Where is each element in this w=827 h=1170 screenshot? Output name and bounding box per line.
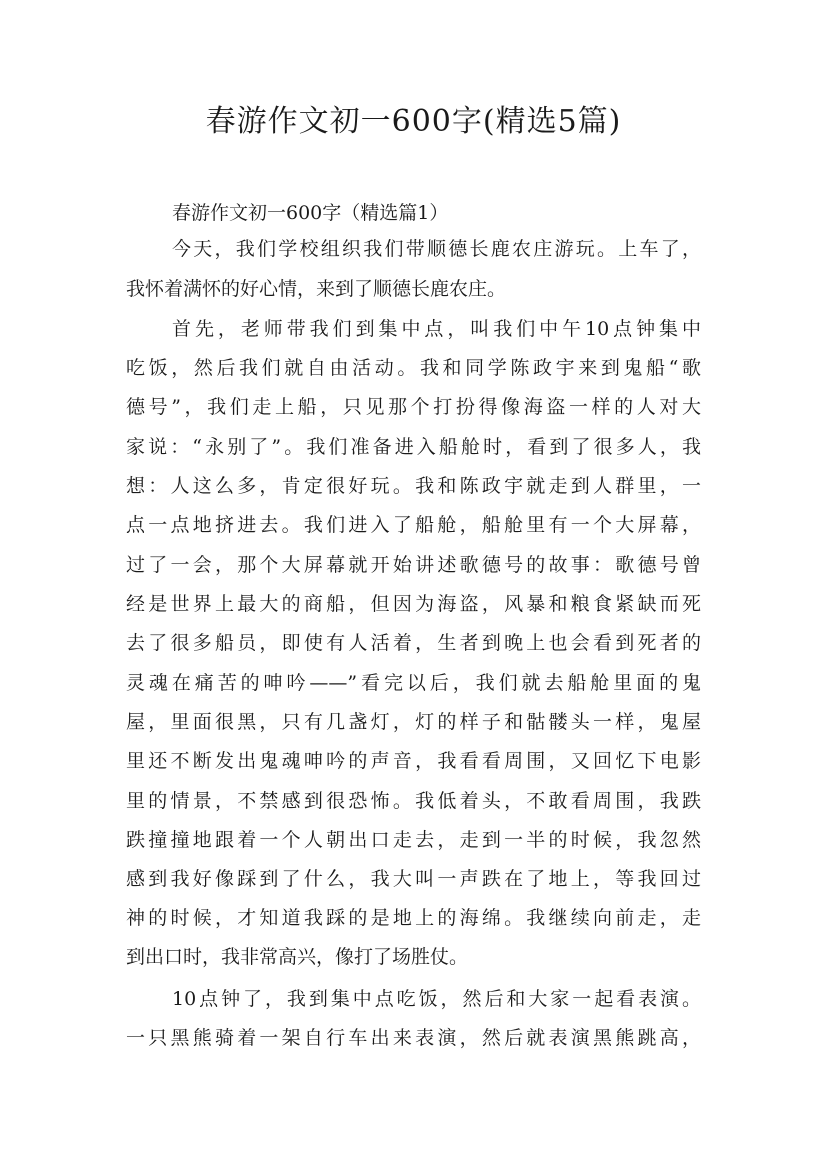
body-line: 首先，老师带我们到集中点，叫我们中午10点钟集中 xyxy=(172,318,701,340)
body-line: 经是世界上最大的商船，但因为海盗，风暴和粮食紧缺而死 xyxy=(126,593,701,615)
body-line: 屋，里面很黑，只有几盏灯，灯的样子和骷髅头一样，鬼屋 xyxy=(126,711,701,733)
body-line: 我怀着满怀的好心情，来到了顺德长鹿农庄。 xyxy=(126,278,507,300)
body-line: 吃饭，然后我们就自由活动。我和同学陈政宇来到鬼船“歌 xyxy=(126,357,701,379)
body-line: 里还不断发出鬼魂呻吟的声音，我看看周围，又回忆下电影 xyxy=(126,750,701,772)
body-line: 神的时候，才知道我踩的是地上的海绵。我继续向前走，走 xyxy=(126,907,701,929)
document-title: 春游作文初一600字(精选5篇) xyxy=(205,104,622,139)
body-line: 过了一会，那个大屏幕就开始讲述歌德号的故事：歌德号曾 xyxy=(126,554,701,576)
body-line: 里的情景，不禁感到很恐怖。我低着头，不敢看周围，我跌 xyxy=(126,790,701,812)
body-line: 想：人这么多，肯定很好玩。我和陈政宇就走到人群里，一 xyxy=(126,475,701,497)
body-line: 一只黑熊骑着一架自行车出来表演，然后就表演黑熊跳高， xyxy=(126,1027,701,1049)
body-line: 灵魂在痛苦的呻吟——”看完以后，我们就去船舱里面的鬼 xyxy=(126,672,701,694)
body-line: 去了很多船员，即使有人活着，生者到晚上也会看到死者的 xyxy=(126,632,701,654)
body-line: 10点钟了，我到集中点吃饭，然后和大家一起看表演。 xyxy=(172,988,701,1010)
body-line: 感到我好像踩到了什么，我大叫一声跌在了地上，等我回过 xyxy=(126,868,701,890)
body-line: 今天，我们学校组织我们带顺德长鹿农庄游玩。上车了， xyxy=(172,238,701,260)
body-line: 跌撞撞地跟着一个人朝出口走去，走到一半的时候，我忽然 xyxy=(126,829,701,851)
section-heading: 春游作文初一600字（精选篇1） xyxy=(172,202,449,224)
body-line: 点一点地挤进去。我们进入了船舱，船舱里有一个大屏幕， xyxy=(126,514,701,536)
body-line: 到出口时，我非常高兴，像打了场胜仗。 xyxy=(126,946,469,968)
body-line: 德号”，我们走上船，只见那个打扮得像海盗一样的人对大 xyxy=(126,396,701,418)
body-line: 家说：“永别了”。我们准备进入船舱时，看到了很多人，我 xyxy=(126,436,701,458)
